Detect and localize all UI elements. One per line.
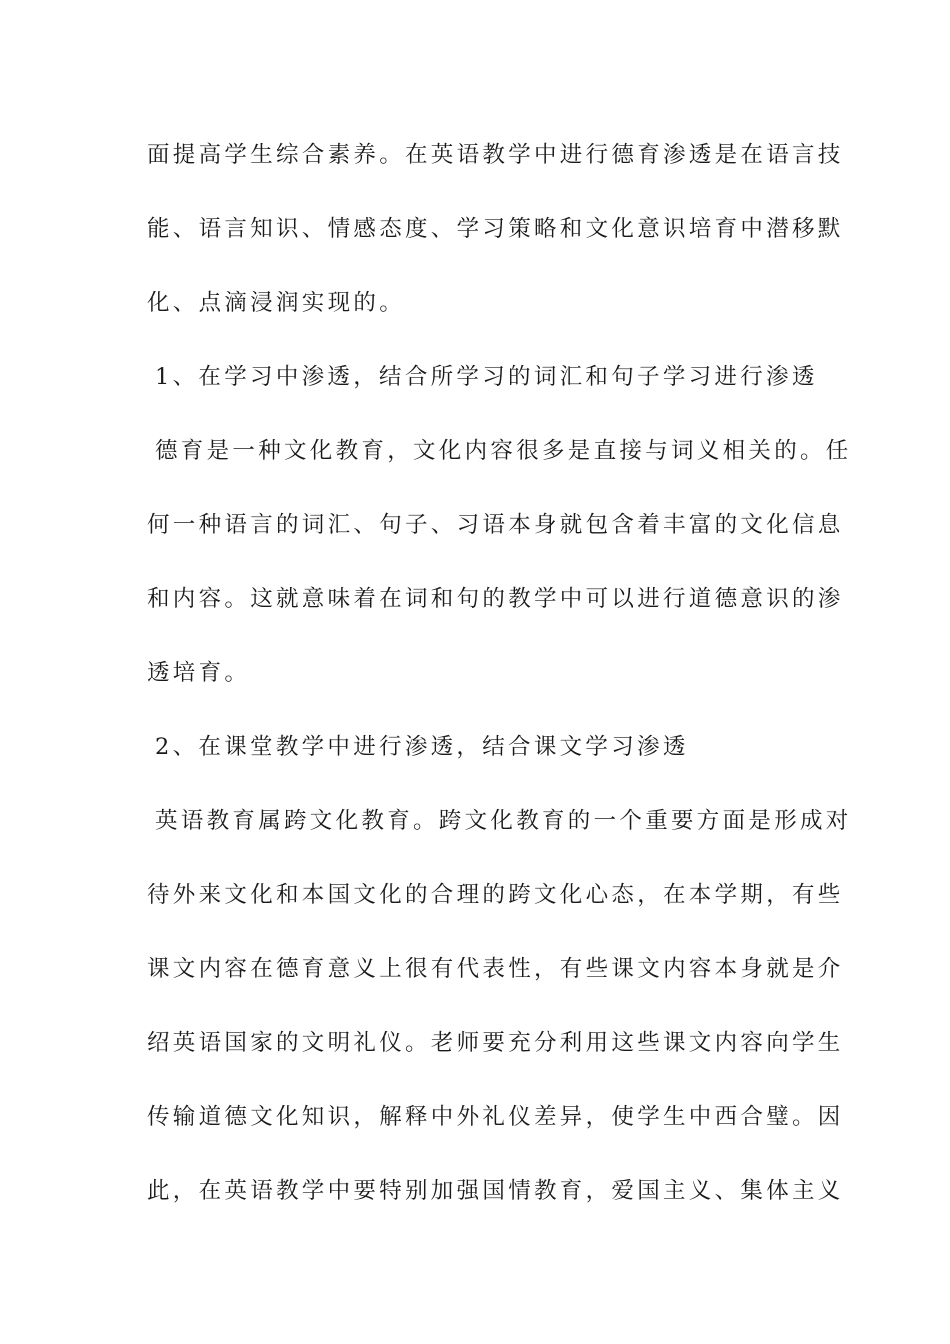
paragraph-line-5: 何一种语言的词汇、句子、习语本身就包含着丰富的文化信息	[147, 512, 844, 538]
paragraph-line-4: 德育是一种文化教育，文化内容很多是直接与词义相关的。任	[155, 438, 852, 464]
paragraph-line-6: 和内容。这就意味着在词和句的教学中可以进行道德意识的渗	[147, 586, 844, 612]
paragraph-line-10: 课文内容在德育意义上很有代表性，有些课文内容本身就是介	[147, 956, 844, 982]
paragraph-line-11: 绍英语国家的文明礼仪。老师要充分利用这些课文内容向学生	[147, 1030, 844, 1056]
paragraph-line-8: 英语教育属跨文化教育。跨文化教育的一个重要方面是形成对	[155, 808, 852, 834]
paragraph-line-13: 此，在英语教学中要特别加强国情教育，爱国主义、集体主义	[147, 1178, 844, 1204]
paragraph-line-1: 面提高学生综合素养。在英语教学中进行德育渗透是在语言技	[147, 142, 844, 168]
section-heading-1: 1、在学习中渗透，结合所学习的词汇和句子学习进行渗透	[155, 364, 818, 390]
paragraph-line-9: 待外来文化和本国文化的合理的跨文化心态，在本学期，有些	[147, 882, 844, 908]
paragraph-line-12: 传输道德文化知识，解释中外礼仪差异，使学生中西合璧。因	[147, 1104, 844, 1130]
section-heading-2: 2、在课堂教学中进行渗透，结合课文学习渗透	[155, 734, 689, 760]
paragraph-line-7: 透培育。	[147, 660, 251, 686]
paragraph-line-2: 能、语言知识、情感态度、学习策略和文化意识培育中潜移默	[147, 216, 844, 242]
paragraph-line-3: 化、点滴浸润实现的。	[147, 290, 406, 316]
